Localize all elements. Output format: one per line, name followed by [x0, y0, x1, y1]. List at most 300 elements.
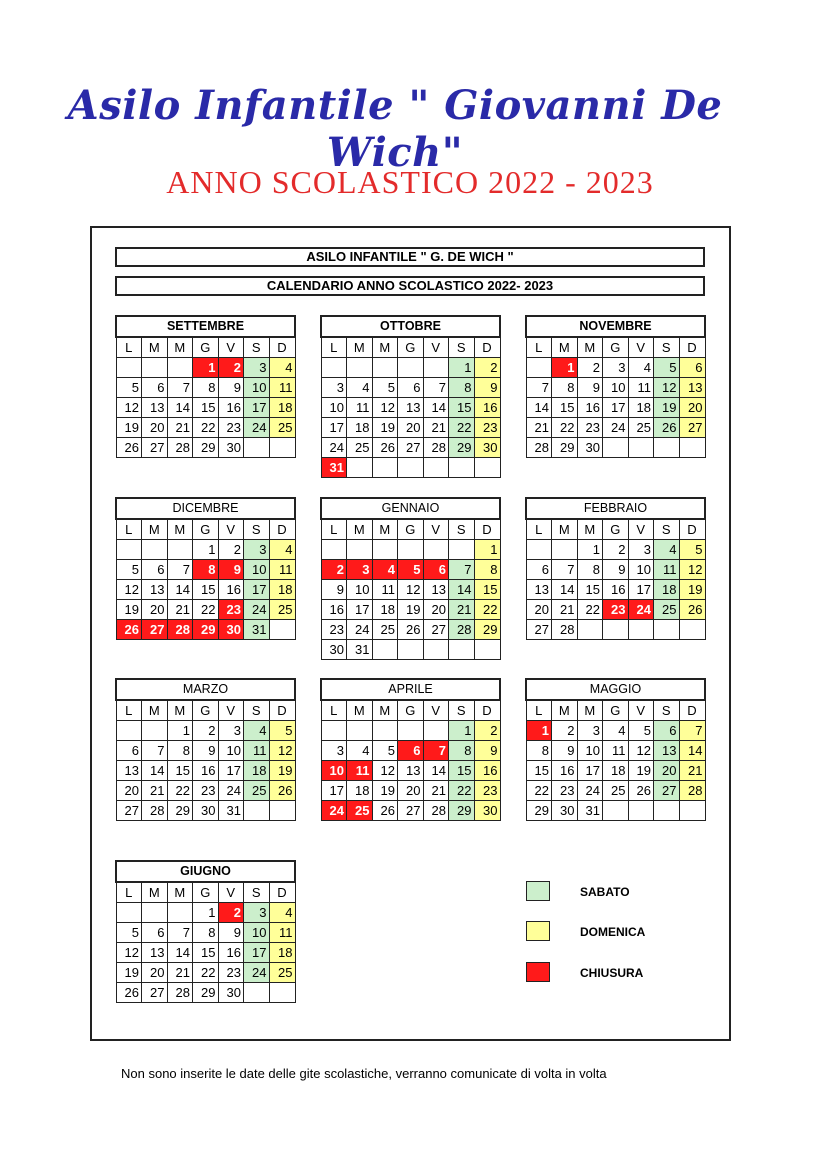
day-cell: 23 [603, 600, 629, 620]
empty-cell [321, 540, 347, 560]
weekday-header: M [347, 700, 373, 721]
weekday-header: S [654, 519, 680, 540]
day-cell: 7 [167, 378, 193, 398]
day-cell: 5 [628, 721, 654, 741]
day-cell: 25 [244, 781, 270, 801]
weekday-header: M [142, 700, 168, 721]
day-cell: 20 [654, 761, 680, 781]
day-cell: 11 [269, 560, 295, 580]
day-cell: 24 [628, 600, 654, 620]
day-cell: 1 [193, 903, 219, 923]
day-cell: 2 [321, 560, 347, 580]
day-cell: 22 [577, 600, 603, 620]
day-cell: 20 [679, 398, 705, 418]
day-cell: 30 [218, 438, 244, 458]
day-cell: 18 [654, 580, 680, 600]
weekday-header: M [552, 700, 578, 721]
day-cell: 7 [167, 560, 193, 580]
day-cell: 27 [116, 801, 142, 821]
day-cell: 19 [116, 963, 142, 983]
day-cell: 12 [398, 580, 424, 600]
day-cell: 29 [449, 801, 475, 821]
day-cell: 8 [474, 560, 500, 580]
empty-cell [398, 358, 424, 378]
day-cell: 18 [347, 781, 373, 801]
empty-cell [526, 358, 552, 378]
empty-cell [269, 620, 295, 640]
weekday-header: G [603, 700, 629, 721]
day-cell: 5 [398, 560, 424, 580]
day-cell: 26 [628, 781, 654, 801]
day-cell: 6 [142, 378, 168, 398]
month-title: GENNAIO [321, 498, 500, 519]
day-cell: 20 [398, 418, 424, 438]
weekday-header: S [654, 700, 680, 721]
day-cell: 1 [474, 540, 500, 560]
day-cell: 18 [347, 418, 373, 438]
day-cell: 16 [577, 398, 603, 418]
day-cell: 14 [552, 580, 578, 600]
day-cell: 26 [679, 600, 705, 620]
day-cell: 3 [577, 721, 603, 741]
day-cell: 24 [321, 438, 347, 458]
day-cell: 12 [679, 560, 705, 580]
day-cell: 11 [347, 398, 373, 418]
day-cell: 11 [244, 741, 270, 761]
day-cell: 2 [603, 540, 629, 560]
day-cell: 29 [526, 801, 552, 821]
day-cell: 5 [116, 378, 142, 398]
day-cell: 10 [218, 741, 244, 761]
day-cell: 26 [116, 438, 142, 458]
day-cell: 7 [552, 560, 578, 580]
month-title: SETTEMBRE [116, 316, 295, 337]
day-cell: 19 [628, 761, 654, 781]
day-cell: 18 [372, 600, 398, 620]
day-cell: 2 [193, 721, 219, 741]
empty-cell [372, 640, 398, 660]
weekday-header: M [577, 700, 603, 721]
day-cell: 23 [321, 620, 347, 640]
day-cell: 29 [193, 438, 219, 458]
day-cell: 26 [372, 438, 398, 458]
empty-cell [679, 438, 705, 458]
weekday-header: G [398, 519, 424, 540]
day-cell: 24 [244, 963, 270, 983]
day-cell: 5 [116, 923, 142, 943]
day-cell: 10 [347, 580, 373, 600]
empty-cell [398, 640, 424, 660]
empty-cell [654, 438, 680, 458]
weekday-header: D [679, 519, 705, 540]
month-title: DICEMBRE [116, 498, 295, 519]
day-cell: 20 [116, 781, 142, 801]
day-cell: 28 [142, 801, 168, 821]
day-cell: 21 [449, 600, 475, 620]
header-school-name: ASILO INFANTILE " G. DE WICH " [115, 247, 705, 267]
day-cell: 16 [218, 398, 244, 418]
day-cell: 30 [218, 983, 244, 1003]
day-cell: 2 [474, 358, 500, 378]
weekday-header: L [321, 519, 347, 540]
day-cell: 13 [679, 378, 705, 398]
legend-sabato-label: SABATO [580, 885, 630, 899]
empty-cell [654, 801, 680, 821]
day-cell: 8 [577, 560, 603, 580]
day-cell: 8 [193, 923, 219, 943]
day-cell: 9 [474, 378, 500, 398]
day-cell: 22 [167, 781, 193, 801]
day-cell: 17 [577, 761, 603, 781]
weekday-header: M [142, 519, 168, 540]
day-cell: 2 [552, 721, 578, 741]
day-cell: 25 [654, 600, 680, 620]
day-cell: 28 [526, 438, 552, 458]
day-cell: 15 [193, 398, 219, 418]
day-cell: 8 [449, 378, 475, 398]
month-dicembre [115, 497, 296, 640]
empty-cell [603, 620, 629, 640]
weekday-header: S [449, 519, 475, 540]
day-cell: 12 [654, 378, 680, 398]
day-cell: 13 [142, 943, 168, 963]
day-cell: 17 [321, 418, 347, 438]
empty-cell [244, 801, 270, 821]
day-cell: 4 [269, 540, 295, 560]
empty-cell [142, 903, 168, 923]
day-cell: 23 [474, 781, 500, 801]
day-cell: 29 [193, 620, 219, 640]
day-cell: 22 [193, 963, 219, 983]
empty-cell [269, 438, 295, 458]
day-cell: 26 [116, 983, 142, 1003]
empty-cell [603, 438, 629, 458]
month-title: MAGGIO [526, 679, 705, 700]
day-cell: 7 [526, 378, 552, 398]
weekday-header: D [269, 700, 295, 721]
weekday-header: M [167, 882, 193, 903]
day-cell: 20 [423, 600, 449, 620]
day-cell: 30 [474, 438, 500, 458]
weekday-header: S [449, 337, 475, 358]
day-cell: 13 [423, 580, 449, 600]
day-cell: 16 [193, 761, 219, 781]
day-cell: 7 [679, 721, 705, 741]
day-cell: 23 [193, 781, 219, 801]
day-cell: 1 [449, 721, 475, 741]
day-cell: 5 [269, 721, 295, 741]
day-cell: 25 [269, 963, 295, 983]
day-cell: 24 [321, 801, 347, 821]
day-cell: 2 [218, 358, 244, 378]
day-cell: 26 [269, 781, 295, 801]
day-cell: 10 [244, 923, 270, 943]
day-cell: 22 [193, 418, 219, 438]
month-title: APRILE [321, 679, 500, 700]
day-cell: 3 [347, 560, 373, 580]
empty-cell [398, 458, 424, 478]
day-cell: 27 [526, 620, 552, 640]
day-cell: 10 [244, 378, 270, 398]
empty-cell [372, 540, 398, 560]
month-giugno [115, 860, 296, 1003]
weekday-header: M [142, 337, 168, 358]
day-cell: 16 [321, 600, 347, 620]
day-cell: 7 [449, 560, 475, 580]
day-cell: 17 [244, 943, 270, 963]
day-cell: 25 [347, 801, 373, 821]
day-cell: 13 [398, 398, 424, 418]
day-cell: 9 [193, 741, 219, 761]
weekday-header: V [218, 882, 244, 903]
empty-cell [142, 358, 168, 378]
day-cell: 18 [603, 761, 629, 781]
weekday-header: M [142, 882, 168, 903]
day-cell: 25 [269, 418, 295, 438]
weekday-header: S [654, 337, 680, 358]
day-cell: 11 [269, 923, 295, 943]
day-cell: 13 [142, 580, 168, 600]
day-cell: 18 [269, 580, 295, 600]
empty-cell [116, 721, 142, 741]
day-cell: 21 [423, 418, 449, 438]
school-year-title: ANNO SCOLASTICO 2022 - 2023 [166, 164, 654, 200]
day-cell: 3 [321, 378, 347, 398]
day-cell: 21 [167, 600, 193, 620]
day-cell: 4 [269, 358, 295, 378]
day-cell: 19 [679, 580, 705, 600]
weekday-header: M [347, 519, 373, 540]
day-cell: 4 [244, 721, 270, 741]
month-title: FEBBRAIO [526, 498, 705, 519]
day-cell: 4 [603, 721, 629, 741]
day-cell: 28 [679, 781, 705, 801]
day-cell: 3 [603, 358, 629, 378]
month-title: GIUGNO [116, 861, 295, 882]
weekday-header: D [269, 337, 295, 358]
day-cell: 7 [167, 923, 193, 943]
empty-cell [423, 358, 449, 378]
month-title: MARZO [116, 679, 295, 700]
weekday-header: V [628, 519, 654, 540]
day-cell: 27 [398, 438, 424, 458]
day-cell: 20 [526, 600, 552, 620]
day-cell: 12 [372, 398, 398, 418]
empty-cell [116, 540, 142, 560]
day-cell: 5 [654, 358, 680, 378]
day-cell: 26 [372, 801, 398, 821]
day-cell: 8 [449, 741, 475, 761]
day-cell: 9 [218, 560, 244, 580]
day-cell: 15 [193, 943, 219, 963]
day-cell: 15 [167, 761, 193, 781]
day-cell: 31 [577, 801, 603, 821]
day-cell: 19 [269, 761, 295, 781]
day-cell: 1 [167, 721, 193, 741]
weekday-header: L [526, 700, 552, 721]
day-cell: 29 [193, 983, 219, 1003]
empty-cell [167, 540, 193, 560]
day-cell: 14 [449, 580, 475, 600]
day-cell: 19 [372, 418, 398, 438]
weekday-header: M [577, 519, 603, 540]
day-cell: 27 [142, 438, 168, 458]
day-cell: 21 [526, 418, 552, 438]
day-cell: 17 [244, 398, 270, 418]
day-cell: 28 [449, 620, 475, 640]
weekday-header: M [167, 700, 193, 721]
day-cell: 15 [449, 761, 475, 781]
day-cell: 28 [167, 438, 193, 458]
weekday-header: L [116, 337, 142, 358]
day-cell: 30 [577, 438, 603, 458]
day-cell: 25 [603, 781, 629, 801]
empty-cell [449, 540, 475, 560]
day-cell: 30 [474, 801, 500, 821]
empty-cell [552, 540, 578, 560]
day-cell: 18 [628, 398, 654, 418]
day-cell: 16 [218, 943, 244, 963]
header-calendar-title: CALENDARIO ANNO SCOLASTICO 2022- 2023 [115, 276, 705, 296]
empty-cell [628, 801, 654, 821]
day-cell: 22 [193, 600, 219, 620]
day-cell: 21 [423, 781, 449, 801]
day-cell: 14 [679, 741, 705, 761]
weekday-header: G [193, 337, 219, 358]
day-cell: 4 [347, 378, 373, 398]
day-cell: 29 [167, 801, 193, 821]
day-cell: 27 [654, 781, 680, 801]
day-cell: 11 [347, 761, 373, 781]
day-cell: 12 [116, 398, 142, 418]
day-cell: 24 [244, 600, 270, 620]
day-cell: 23 [577, 418, 603, 438]
day-cell: 6 [526, 560, 552, 580]
day-cell: 21 [142, 781, 168, 801]
weekday-header: M [372, 337, 398, 358]
day-cell: 7 [142, 741, 168, 761]
day-cell: 13 [116, 761, 142, 781]
day-cell: 5 [372, 741, 398, 761]
day-cell: 3 [218, 721, 244, 741]
day-cell: 6 [423, 560, 449, 580]
weekday-header: L [116, 700, 142, 721]
day-cell: 5 [372, 378, 398, 398]
day-cell: 15 [474, 580, 500, 600]
day-cell: 16 [603, 580, 629, 600]
empty-cell [347, 458, 373, 478]
day-cell: 24 [577, 781, 603, 801]
school-title: Asilo Infantile " Giovanni De Wich" [67, 82, 723, 176]
day-cell: 28 [167, 983, 193, 1003]
day-cell: 20 [398, 781, 424, 801]
day-cell: 10 [321, 398, 347, 418]
empty-cell [603, 801, 629, 821]
day-cell: 9 [603, 560, 629, 580]
day-cell: 10 [577, 741, 603, 761]
day-cell: 9 [577, 378, 603, 398]
month-gennaio [320, 497, 501, 660]
weekday-header: L [526, 519, 552, 540]
legend-domenica-label: DOMENICA [580, 925, 646, 939]
day-cell: 8 [167, 741, 193, 761]
day-cell: 12 [269, 741, 295, 761]
month-ottobre [320, 315, 501, 478]
day-cell: 28 [423, 438, 449, 458]
day-cell: 20 [142, 418, 168, 438]
day-cell: 1 [193, 358, 219, 378]
weekday-header: V [218, 519, 244, 540]
month-settembre [115, 315, 296, 458]
empty-cell [398, 540, 424, 560]
weekday-header: D [269, 882, 295, 903]
month-novembre [525, 315, 706, 458]
weekday-header: G [603, 337, 629, 358]
month-title: NOVEMBRE [526, 316, 705, 337]
day-cell: 15 [193, 580, 219, 600]
day-cell: 12 [116, 580, 142, 600]
weekday-header: M [577, 337, 603, 358]
weekday-header: V [218, 337, 244, 358]
empty-cell [398, 721, 424, 741]
day-cell: 14 [167, 398, 193, 418]
day-cell: 13 [654, 741, 680, 761]
day-cell: 10 [321, 761, 347, 781]
day-cell: 2 [218, 540, 244, 560]
day-cell: 24 [218, 781, 244, 801]
weekday-header: M [552, 519, 578, 540]
weekday-header: G [193, 882, 219, 903]
day-cell: 21 [552, 600, 578, 620]
day-cell: 31 [347, 640, 373, 660]
day-cell: 6 [142, 923, 168, 943]
empty-cell [347, 721, 373, 741]
empty-cell [347, 540, 373, 560]
day-cell: 21 [167, 418, 193, 438]
day-cell: 26 [116, 620, 142, 640]
weekday-header: G [193, 519, 219, 540]
day-cell: 24 [244, 418, 270, 438]
day-cell: 14 [423, 398, 449, 418]
day-cell: 3 [321, 741, 347, 761]
day-cell: 11 [628, 378, 654, 398]
day-cell: 30 [193, 801, 219, 821]
weekday-header: L [321, 700, 347, 721]
day-cell: 17 [628, 580, 654, 600]
day-cell: 6 [654, 721, 680, 741]
day-cell: 3 [244, 358, 270, 378]
day-cell: 4 [628, 358, 654, 378]
weekday-header: S [244, 882, 270, 903]
month-maggio [525, 678, 706, 821]
day-cell: 14 [526, 398, 552, 418]
weekday-header: V [423, 337, 449, 358]
day-cell: 18 [269, 398, 295, 418]
day-cell: 20 [142, 600, 168, 620]
day-cell: 6 [398, 741, 424, 761]
day-cell: 6 [142, 560, 168, 580]
day-cell: 23 [218, 418, 244, 438]
day-cell: 10 [628, 560, 654, 580]
day-cell: 3 [244, 903, 270, 923]
day-cell: 29 [552, 438, 578, 458]
weekday-header: M [167, 337, 193, 358]
day-cell: 7 [423, 378, 449, 398]
weekday-header: G [603, 519, 629, 540]
weekday-header: S [244, 519, 270, 540]
day-cell: 31 [218, 801, 244, 821]
day-cell: 27 [679, 418, 705, 438]
